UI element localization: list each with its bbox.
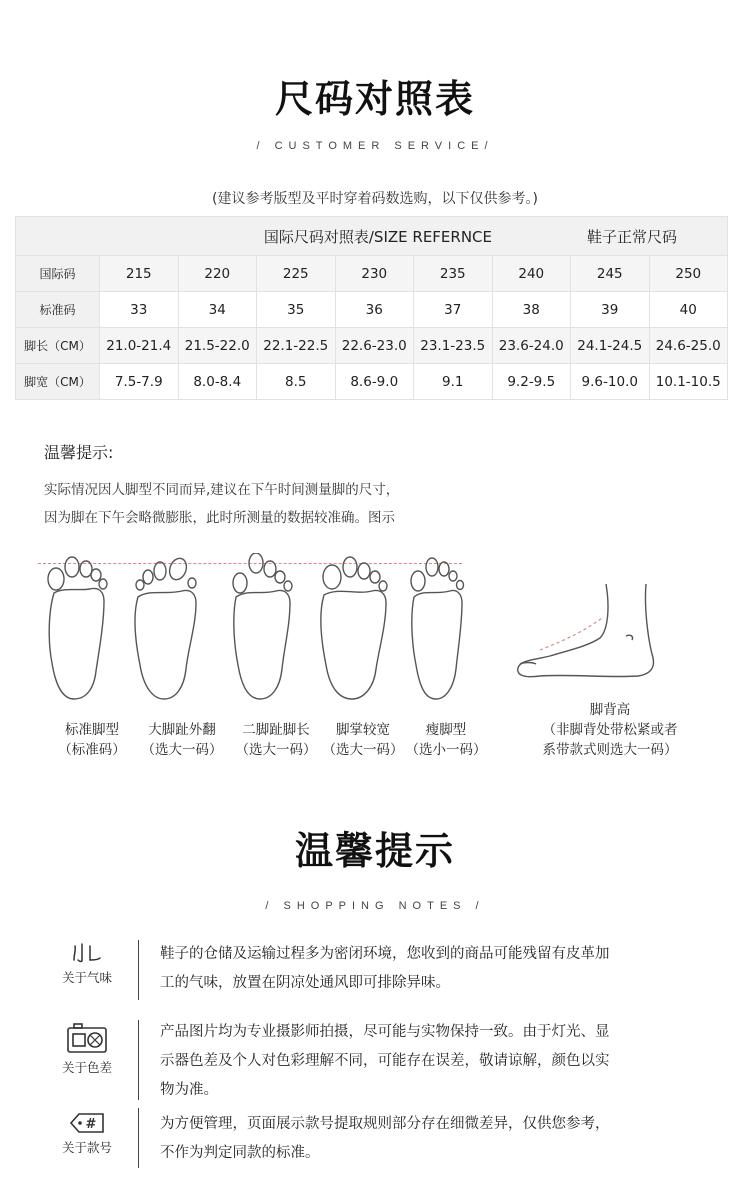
table-cell: 21.5-22.0 [178, 328, 257, 364]
row-label: 标准码 [16, 292, 100, 328]
table-cell: 250 [649, 256, 728, 292]
wide-foot-icon [318, 553, 390, 703]
table-cell: 39 [571, 292, 650, 328]
table-cell: 37 [414, 292, 493, 328]
table-cell: 220 [178, 256, 257, 292]
row-label: 国际码 [16, 256, 100, 292]
row-label: 脚长（CM） [16, 328, 100, 364]
table-row [16, 256, 728, 292]
tag-icon [69, 1112, 105, 1134]
instep-foot-icon [510, 578, 660, 688]
standard-foot-icon [42, 553, 112, 703]
table-cell: 10.1-10.5 [649, 364, 728, 400]
table-header-right: 鞋子正常尺码 [492, 217, 728, 256]
table-cell: 7.5-7.9 [100, 364, 179, 400]
page-title: 尺码对照表 [274, 77, 475, 121]
table-cell: 225 [257, 256, 336, 292]
table-header-row [16, 217, 728, 256]
slim-foot-icon [404, 553, 470, 703]
page-subtitle: / CUSTOMER SERVICE/ [256, 140, 494, 152]
table-row [16, 328, 728, 364]
foot-label-wide: 脚掌较宽 （选大一码） [322, 722, 404, 758]
long-second-toe-foot-icon [228, 553, 298, 703]
size-note: (建议参考版型及平时穿着码数选购，以下仅供参考。) [212, 191, 538, 207]
table-cell: 24.1-24.5 [571, 328, 650, 364]
tag-icon-text: # [85, 1117, 97, 1132]
row-label: 脚宽（CM） [16, 364, 100, 400]
foot-label-standard: 标准脚型 （标准码） [58, 722, 126, 758]
table-header-left: 国际尺码对照表/SIZE REFERNCE [100, 217, 493, 256]
table-cell: 8.5 [257, 364, 336, 400]
style-number-note-header: # 关于款号 [48, 1112, 126, 1156]
camera-icon [66, 1022, 108, 1054]
tips-title: 温馨提示: [44, 443, 114, 462]
style-number-note-text: 为方便管理，页面展示款号提取规则部分存在细微差异，仅供您参考， 不作为判定同款的标准。 [160, 1116, 610, 1161]
table-row [16, 364, 728, 400]
odor-icon [70, 940, 104, 964]
note-divider [138, 1020, 139, 1100]
table-cell: 215 [100, 256, 179, 292]
table-cell: 8.6-9.0 [335, 364, 414, 400]
table-cell: 9.1 [414, 364, 493, 400]
table-cell: 33 [100, 292, 179, 328]
table-cell: 38 [492, 292, 571, 328]
table-cell: 235 [414, 256, 493, 292]
table-row [16, 292, 728, 328]
table-cell: 22.1-22.5 [257, 328, 336, 364]
table-cell: 34 [178, 292, 257, 328]
table-cell: 36 [335, 292, 414, 328]
notes-title: 温馨提示 [294, 829, 455, 873]
table-cell: 9.2-9.5 [492, 364, 571, 400]
table-cell: 40 [649, 292, 728, 328]
tips-line-1: 实际情况因人脚型不同而异,建议在下午时间测量脚的尺寸， [44, 482, 400, 498]
color-note-text: 产品图片均为专业摄影师拍摄，尽可能与实物保持一致。由于灯光、显 示器色差及个人对色彩理解不同，可能存在误差，敬请谅解，颜色以实 物为准。 [160, 1024, 610, 1098]
table-cell: 23.6-24.0 [492, 328, 571, 364]
table-cell: 22.6-23.0 [335, 328, 414, 364]
color-note-header: 关于色差 [48, 1022, 126, 1076]
size-table [15, 216, 728, 400]
table-cell: 230 [335, 256, 414, 292]
table-cell: 35 [257, 292, 336, 328]
note-divider [138, 940, 139, 1000]
bunion-foot-icon [130, 553, 205, 703]
foot-label-long-second-toe: 二脚趾脚长 （选大一码） [235, 722, 317, 758]
notes-subtitle: / SHOPPING NOTES / [265, 900, 485, 912]
odor-note-header: 关于气味 [48, 940, 126, 986]
odor-note-text: 鞋子的仓储及运输过程多为密闭环境，您收到的商品可能残留有皮革加 工的气味，放置在阴凉处通风即可排除异味。 [160, 946, 610, 991]
table-cell: 21.0-21.4 [100, 328, 179, 364]
tips-line-2: 因为脚在下午会略微膨胀，此时所测量的数据较准确。图示 [44, 510, 395, 526]
foot-label-bunion: 大脚趾外翻 （选大一码） [141, 722, 223, 758]
table-cell: 240 [492, 256, 571, 292]
table-cell: 24.6-25.0 [649, 328, 728, 364]
foot-label-slim: 瘦脚型 （选小一码） [405, 722, 487, 758]
note-divider [138, 1108, 139, 1168]
table-cell: 8.0-8.4 [178, 364, 257, 400]
foot-label-instep: 脚背高 （非脚背处带松紧或者 系带款式则选大一码） [542, 702, 678, 758]
table-cell: 245 [571, 256, 650, 292]
table-cell: 23.1-23.5 [414, 328, 493, 364]
table-cell: 9.6-10.0 [571, 364, 650, 400]
